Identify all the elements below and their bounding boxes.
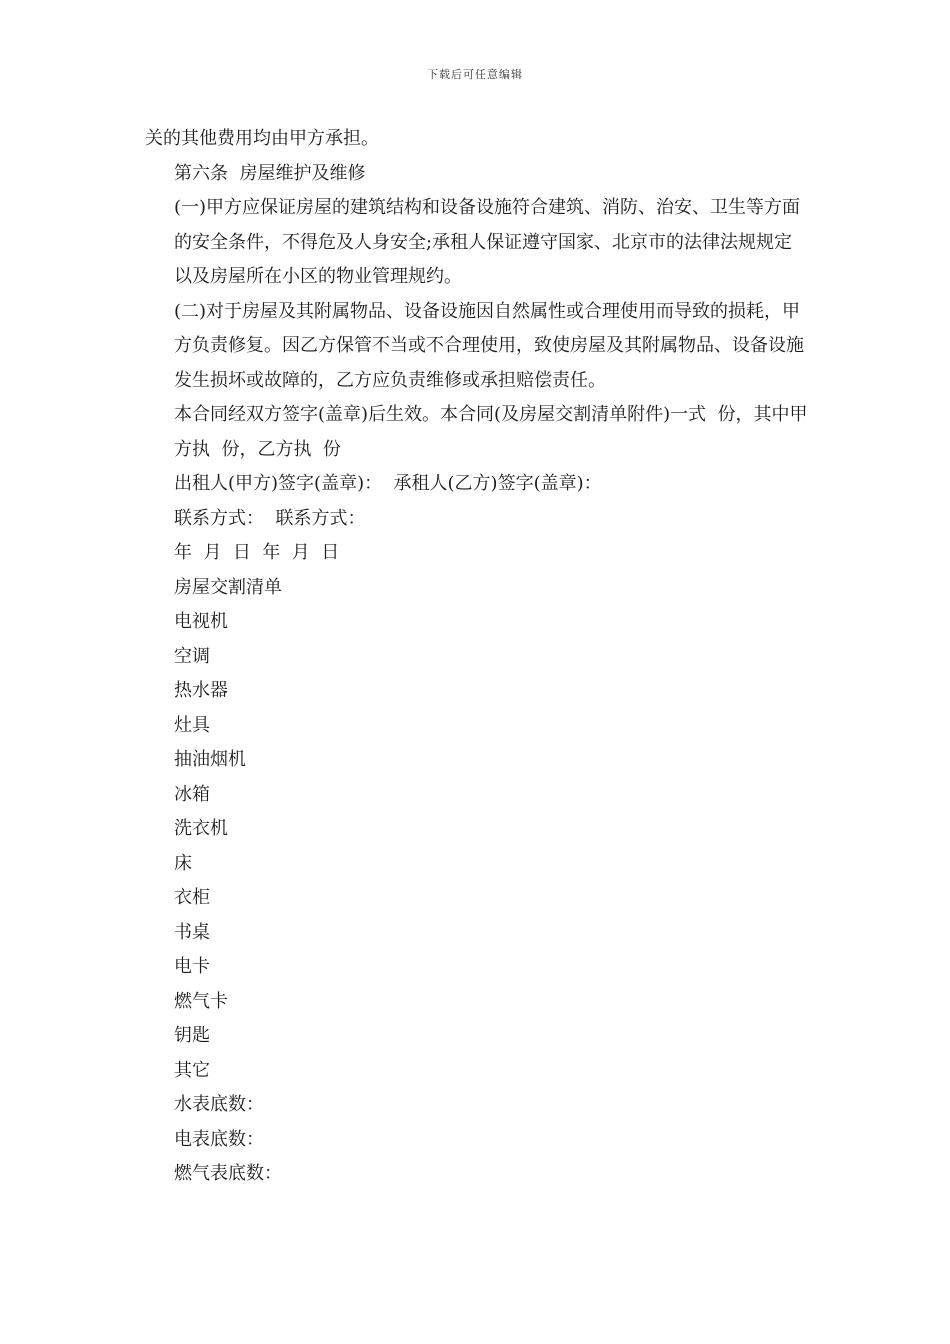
list-item: 冰箱 (174, 783, 210, 805)
list-item: 其它 (174, 1059, 210, 1081)
contact-line: 联系方式： 联系方式： (174, 507, 366, 529)
paragraph-fee-clause: 关的其他费用均由甲方承担。 (145, 128, 379, 149)
document-body (145, 122, 810, 1192)
paragraph-safety-clause: (一)甲方应保证房屋的建筑结构和设备设施符合建筑、消防、治安、卫生等方面的安全条件，不得危及人身安全;承租人保证遵守国家、北京市的法律法规规定以及房屋所在小区的物业管理规约。 (174, 197, 801, 287)
list-item: 水表底数： (174, 1094, 264, 1115)
list-item: 洗衣机 (174, 818, 228, 839)
article-six-heading: 第六条 房屋维护及维修 (174, 162, 366, 184)
list-item: 空调 (174, 645, 210, 667)
signature-line: 出租人(甲方)签字(盖章)： 承租人(乙方)签字(盖章)： (174, 473, 602, 494)
list-item: 电卡 (174, 956, 210, 977)
list-item: 电表底数： (174, 1128, 264, 1150)
list-item: 热水器 (174, 680, 228, 701)
list-item: 书桌 (174, 921, 210, 943)
list-item: 燃气表底数： (174, 1163, 282, 1184)
list-item: 电视机 (174, 611, 228, 632)
list-item: 燃气卡 (174, 990, 228, 1012)
list-item: 衣柜 (174, 887, 210, 908)
list-item: 灶具 (174, 714, 210, 736)
paragraph-repair-clause: (二)对于房屋及其附属物品、设备设施因自然属性或合理使用而导致的损耗，甲方负责修复。因乙方保管不当或不合理使用，致使房屋及其附属物品、设备设施发生损坏或故障的，乙方应负责维修或承担赔偿责任。 (174, 300, 804, 391)
date-line: 年 月 日 年 月 日 (174, 542, 340, 563)
list-item: 钥匙 (174, 1025, 210, 1046)
handover-list-title: 房屋交割清单 (174, 576, 282, 598)
paragraph-effective-clause: 本合同经双方签字(盖章)后生效。本合同(及房屋交割清单附件)一式 份，其中甲方执 份，乙方执 份 (174, 404, 808, 460)
page-header: 下载后可任意编辑 (427, 68, 523, 81)
list-item: 床 (174, 852, 192, 874)
list-item: 抽油烟机 (174, 749, 246, 770)
